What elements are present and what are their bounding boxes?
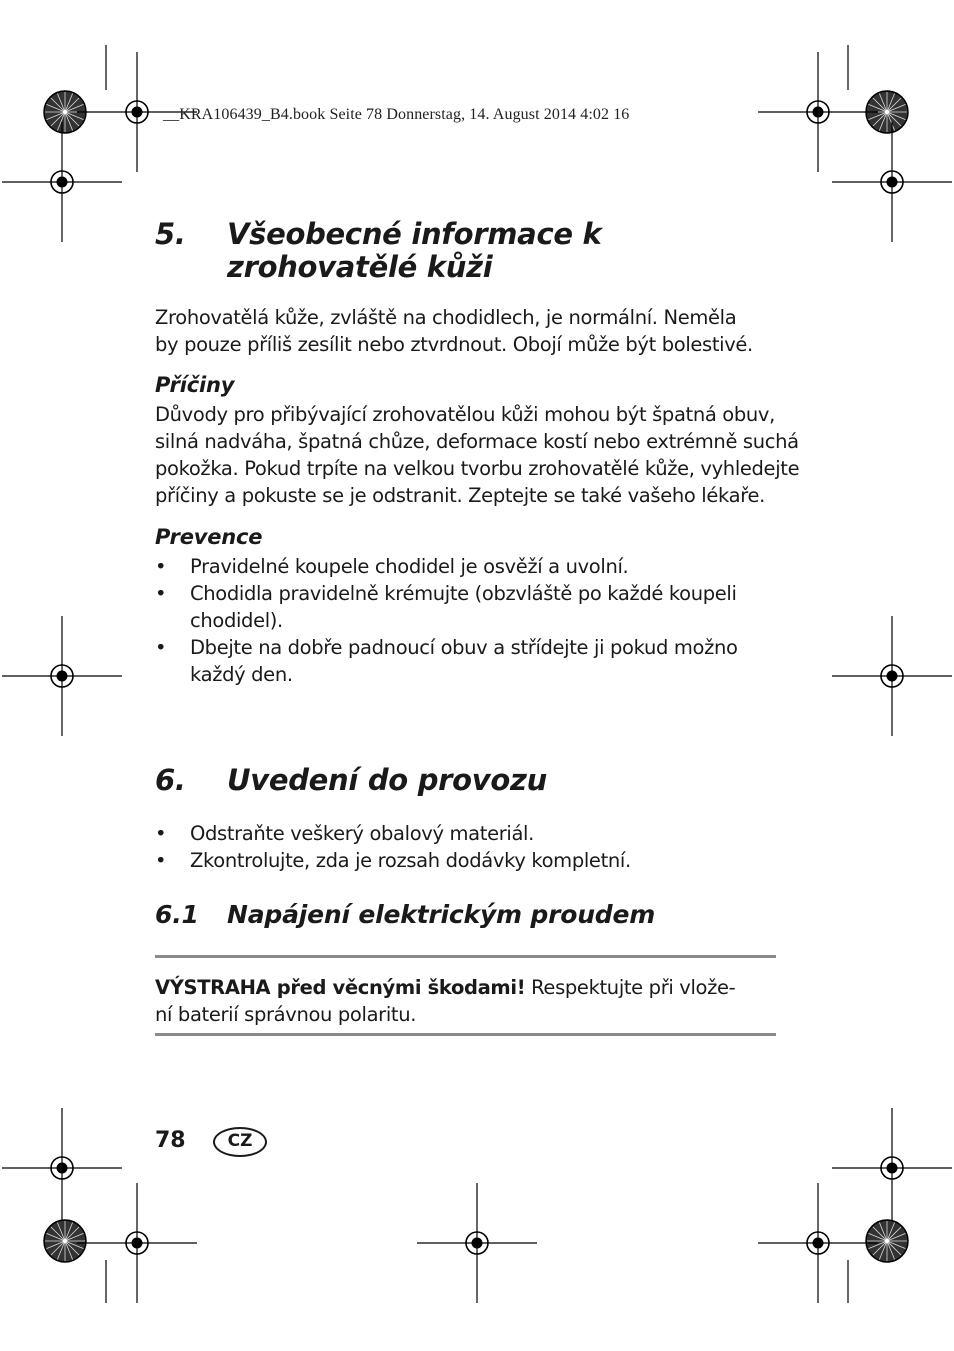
paragraph-line: Zrohovatělá kůže, zvláště na chodidlech, je normální. Neměla — [155, 306, 737, 329]
section-5-heading — [155, 218, 775, 284]
registration-cross-mark — [2, 122, 122, 242]
registration-cross-mark — [2, 1108, 122, 1228]
prevention-heading: Prevence — [155, 525, 263, 549]
causes-heading: Příčiny — [155, 373, 235, 397]
page-number: 78 — [155, 1128, 186, 1153]
registration-cross-mark — [832, 616, 952, 736]
prevention-list — [155, 553, 738, 688]
bullet-icon: • — [155, 849, 167, 872]
section-number: 6.1 — [155, 900, 199, 929]
list-item-text: Chodidla pravidelně krémujte (obzvláště po každé koupeli — [190, 582, 737, 605]
registration-cross-mark — [77, 1183, 197, 1303]
list-item-text: Dbejte na dobře padnoucí obuv a střídejte ji pokud možno — [190, 636, 738, 659]
list-item-text: Pravidelné koupele chodidel je osvěží a uvolní. — [190, 555, 629, 578]
warning-notice — [155, 974, 735, 1028]
warning-text: Respektujte při vlože- — [525, 976, 736, 999]
paragraph-line: Důvody pro přibývající zrohovatělou kůži mohou být špatná obuv, — [155, 403, 775, 426]
section-number: 6. — [155, 763, 186, 797]
registration-cross-mark — [832, 122, 952, 242]
registration-cross-mark — [758, 1183, 878, 1303]
bullet-icon: • — [155, 636, 167, 659]
list-item-text: každý den. — [190, 663, 293, 686]
section-title: Uvedení do provozu — [227, 763, 547, 797]
list-item-text: Zkontrolujte, zda je rozsah dodávky kompletní. — [190, 849, 631, 872]
registration-star-mark — [44, 1220, 86, 1262]
paragraph-line: by pouze příliš zesílit nebo ztvrdnout. Obojí může být bolestivé. — [155, 333, 753, 356]
registration-cross-mark — [832, 1108, 952, 1228]
registration-cross-mark — [758, 52, 878, 172]
list-item-text: chodidel). — [190, 609, 283, 632]
paragraph-line: pokožka. Pokud trpíte na velkou tvorbu zrohovatělé kůže, vyhledejte — [155, 457, 800, 480]
registration-star-mark — [866, 1220, 908, 1262]
list-item — [155, 634, 738, 688]
list-item — [155, 553, 738, 580]
paragraph-line: příčiny a pokuste se je odstranit. Zeptejte se také vašeho lékaře. — [155, 484, 765, 507]
list-item — [155, 820, 631, 847]
warning-label: VÝSTRAHA před věcnými škodami! — [155, 976, 526, 999]
list-item — [155, 847, 631, 874]
warning-bottom-rule — [155, 1033, 776, 1036]
warning-line: ní baterií správnou polaritu. — [155, 1003, 417, 1026]
intro-paragraph — [155, 304, 753, 358]
print-header: __KRA106439_B4.book Seite 78 Donnerstag, 14. August 2014 4:02 16 — [163, 106, 630, 123]
section-title-line-2: zrohovatělé kůži — [227, 250, 493, 284]
causes-paragraph — [155, 401, 799, 509]
country-badge: CZ — [213, 1127, 267, 1157]
section-6-heading — [155, 764, 775, 797]
warning-line — [155, 974, 735, 1001]
bullet-icon: • — [155, 555, 167, 578]
list-item — [155, 580, 738, 634]
paragraph-line: silná nadváha, špatná chůze, deformace kostí nebo extrémně suchá — [155, 430, 799, 453]
section-6-1-heading — [155, 900, 775, 930]
list-item-text: Odstraňte veškerý obalový materiál. — [190, 822, 534, 845]
bullet-icon: • — [155, 582, 167, 605]
section-title: Napájení elektrickým proudem — [227, 900, 656, 929]
warning-top-rule — [155, 955, 776, 958]
section-title-line-1: Všeobecné informace k — [227, 217, 602, 251]
bullet-icon: • — [155, 822, 167, 845]
registration-cross-mark — [417, 1183, 537, 1303]
registration-cross-mark — [2, 616, 122, 736]
section-number: 5. — [155, 217, 186, 251]
section-6-list — [155, 820, 631, 874]
